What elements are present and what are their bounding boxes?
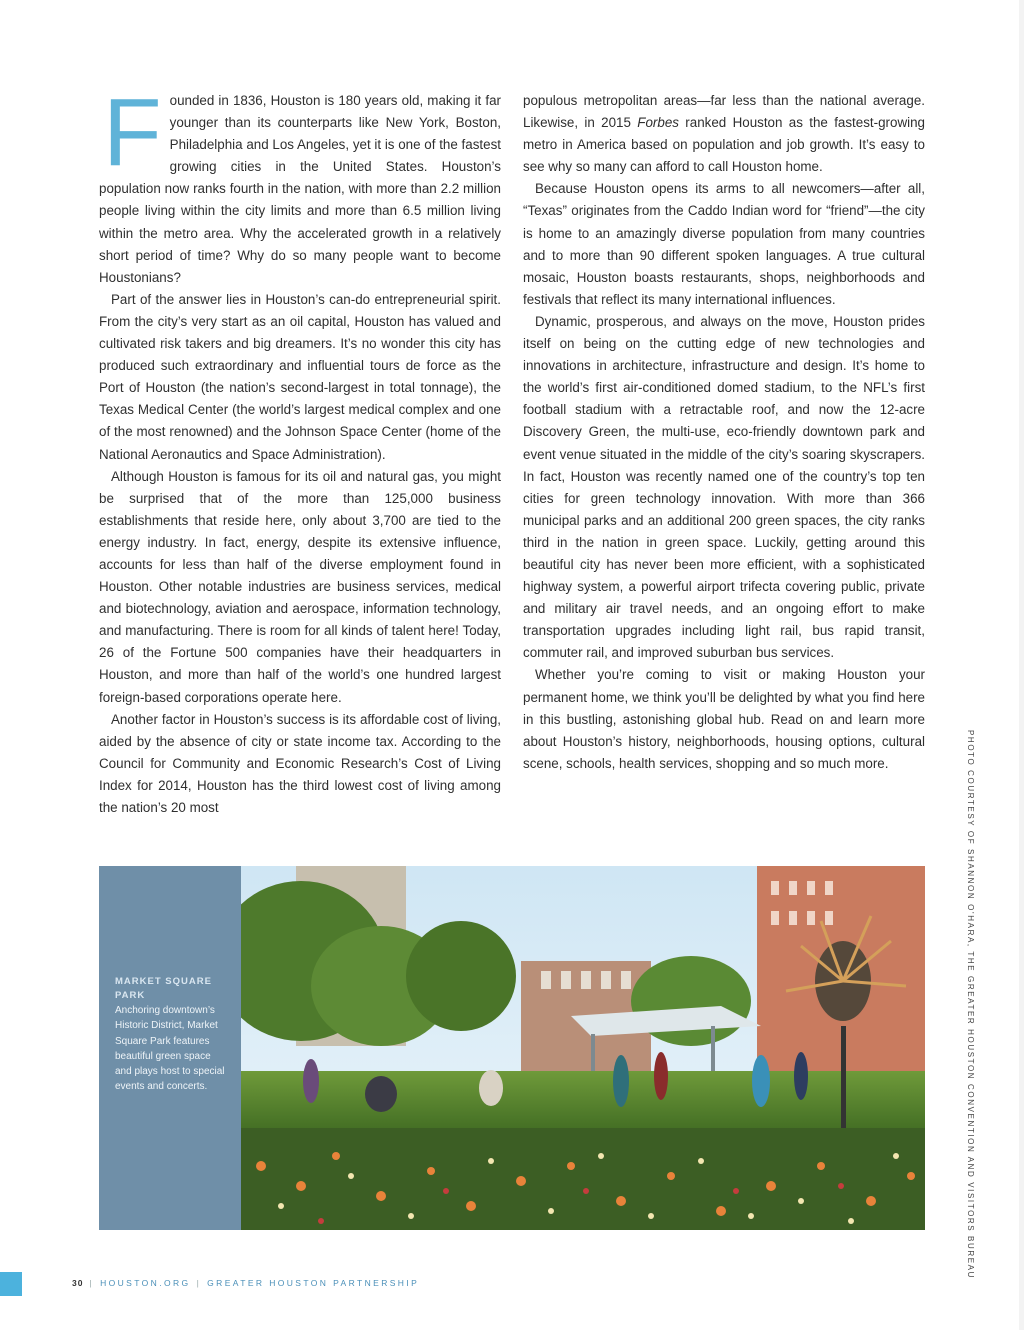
paragraph: Whether you’re coming to visit or making Houston your permanent home, we think you’ll be delighted by what you find here in this bustling, astonishing global hub. Read on and learn more about Houston’s history, neighborhoods, housing options, cultural scene, schools, health services, shopping and so much more. xyxy=(523,667,925,771)
caption-body: Anchoring downtown’s Historic District, Market Square Park features beautiful green space and plays host to special events and concerts. xyxy=(115,1005,225,1093)
drop-cap: F xyxy=(103,79,162,186)
footer-org: GREATER HOUSTON PARTNERSHIP xyxy=(207,1278,420,1288)
footer-separator: | xyxy=(196,1278,202,1288)
page-footer xyxy=(72,1278,419,1288)
paragraph xyxy=(523,90,925,178)
article-column-right xyxy=(523,90,925,775)
paragraph-text: populous metropolitan areas—far less than the national average. Likewise, in 2015 xyxy=(523,93,925,131)
paragraph: Dynamic, prosperous, and always on the move, Houston prides itself on being on the cutting edge of new technologies and innovations in architecture, infrastructure and design. It’s home to the world’s first air-conditioned domed stadium, to the NFL’s first football stadium with a retractable roof, and now the 12-acre Discovery Green, the multi-use, eco-friendly downtown park and event venue situated in the middle of the city’s soaring skyscrapers. In fact, Houston was recently named one of the country’s top ten cities for green technology innovation. With more than 366 municipal parks and an additional 200 green spaces, the city ranks third in the nation in green space. Luckily, getting around this beautiful city has never been more efficient, with a sophisticated highway system, a powerful airport trifecta covering public, private and military air travel needs, and an ongoing effort to make transportation upgrades including light rail, bus rapid transit, commuter rail, and improved suburban bus services. xyxy=(523,313,925,661)
paragraph: Because Houston opens its arms to all newcomers—after all, “Texas” originates from the Caddo Indian word for “friend”—the city is home to an amazingly diverse population from many countries and to more than 90 different spoken languages. A true cultural mosaic, Houston boasts restaurants, shops, neighborhoods and festivals that reflect its many international influences. xyxy=(523,181,925,307)
page-edge xyxy=(1019,0,1024,1330)
publication-name: Forbes xyxy=(637,115,679,131)
park-photo xyxy=(241,866,925,1230)
paragraph: Although Houston is famous for its oil and natural gas, you might be surprised that of the more than 125,000 business establishments that reside here, only about 3,700 are tied to the energy industry. In fact, energy, despite its extensive influence, accounts for less than half of the diverse employment found in Houston. Other notable industries are business services, medical and biotechnology, aviation and aerospace, information technology, and manufacturing. There is room for all kinds of talent here! Today, 26 of the Fortune 500 companies have their headquarters in Houston, and more than half of the world’s one hundred largest foreign-based corporations operate here. xyxy=(99,468,501,705)
paragraph: Part of the answer lies in Houston’s can-do entrepreneurial spirit. From the city’s very start as an oil capital, Houston has valued and cultivated risk takers and big dreamers. It’s no wonder this city has produced such extraordinary and influential tours de force as the Port of Houston (the nation’s second-largest in total tonnage), the Texas Medical Center (the world’s largest medical complex and one of the most renowned) and the Johnson Space Center (home of the National Aeronautics and Space Administration). xyxy=(99,291,501,462)
paragraph xyxy=(99,79,501,289)
paragraph-text: ranked Houston as the fastest-growing metro in America based on population and job growth. It’s easy to see why so many can afford to call Houston home. xyxy=(523,115,925,175)
paragraph-text: ounded in 1836, Houston is 180 years old, making it far younger than its counterparts like New York, Boston, Philadelphia and Los Angeles, yet it is one of the fastest growing cities in the United States. Houston’s population now ranks fourth in the nation, with more than 2.2 million people living within the city limits and more than 6.5 million living within the metro area. Why the accelerated growth in a relatively short period of time? Why do so many people want to become Houstonians? xyxy=(99,93,501,285)
caption-title: MARKET SQUARE PARK xyxy=(115,976,212,1001)
article-column-left xyxy=(99,79,501,819)
page-tab-marker xyxy=(0,1272,22,1296)
caption-panel xyxy=(99,866,241,1230)
photo-credit: PHOTO COURTESY OF SHANNON O’HARA, THE GREATER HOUSTON CONVENTION AND VISITORS BUREAU xyxy=(966,730,975,1279)
footer-separator: | xyxy=(89,1278,95,1288)
photo-feature xyxy=(99,866,925,1230)
paragraph: Another factor in Houston’s success is its affordable cost of living, aided by the absence of city or state income tax. According to the Council for Community and Economic Research’s Cost of Living Index for 2014, Houston has the third lowest cost of living among the nation’s 20 most xyxy=(99,711,501,815)
page-number: 30 xyxy=(72,1278,84,1288)
footer-site[interactable]: HOUSTON.ORG xyxy=(100,1278,191,1288)
